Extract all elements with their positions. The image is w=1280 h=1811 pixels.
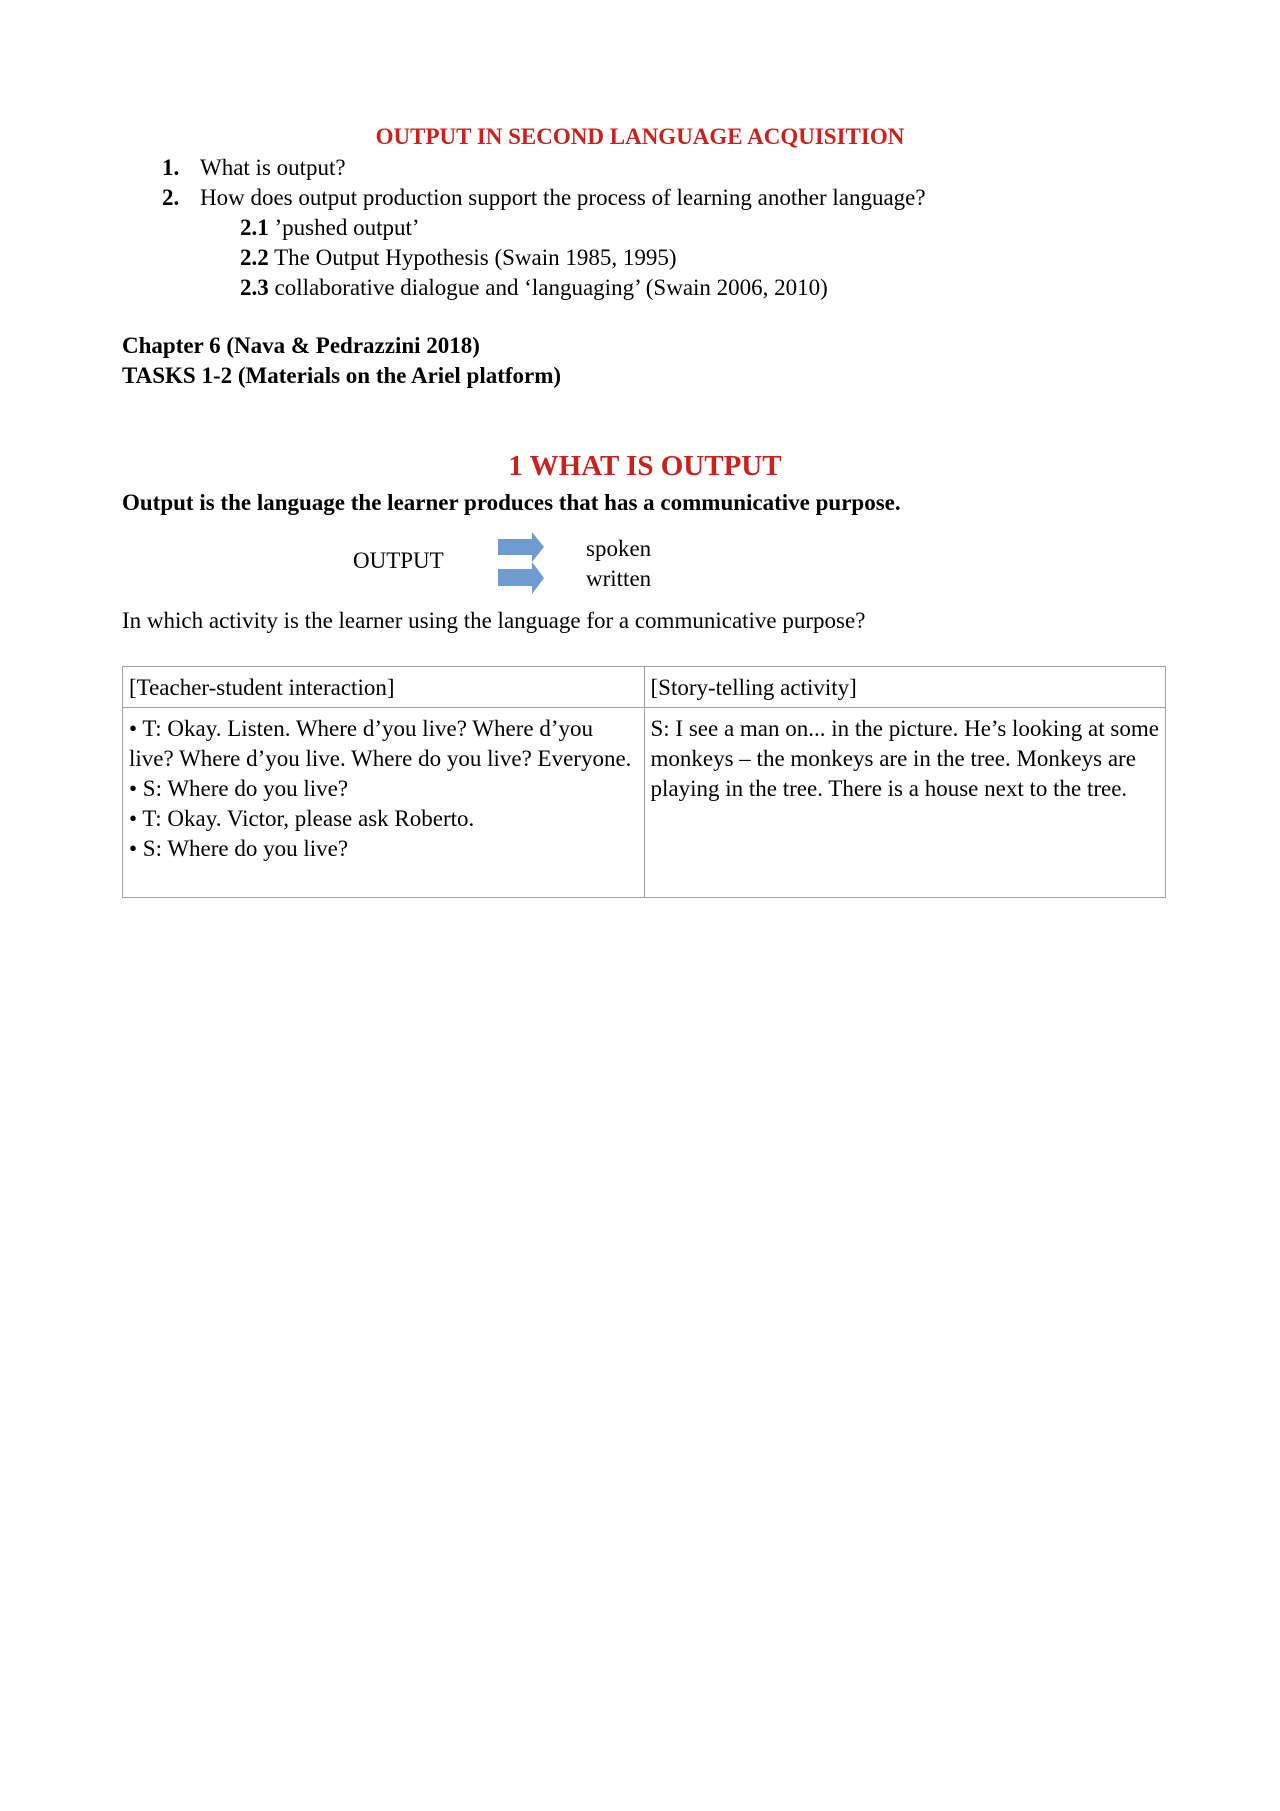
output-definition: Output is the language the learner produces that has a communicative purpose. <box>122 490 901 515</box>
story-telling-cell: S: I see a man on... in the picture. He’s looking at some monkeys – the monkeys are in the tree. Monkeys are playing in the tree. There is a house next to the tree. <box>644 708 1166 898</box>
table-header-row <box>123 667 1166 708</box>
tasks-reference: TASKS 1-2 (Materials on the Ariel platform) <box>122 363 562 388</box>
outline-item-2 <box>162 183 926 213</box>
dialogue-line: • S: Where do you live? <box>129 836 349 861</box>
comparison-table <box>122 666 1166 898</box>
subitem-text: collaborative dialogue and ‘languaging’ (Swain 2006, 2010) <box>268 275 828 300</box>
reading-reference: Chapter 6 (Nava & Pedrazzini 2018) <box>122 333 480 358</box>
subitem-text: ’pushed output’ <box>268 215 420 240</box>
subitem-2-1 <box>240 213 420 243</box>
dialogue-line: • S: Where do you live? <box>129 776 349 801</box>
table-header-cell: [Story-telling activity] <box>644 667 1166 708</box>
branch-spoken: spoken <box>586 536 652 561</box>
dialogue-line: • T: Okay. Listen. Where d’you live? Where d’you live? Where d’you live. Where do you live? Everyone. <box>129 716 632 771</box>
document-title: OUTPUT IN SECOND LANGUAGE ACQUISITION <box>375 124 905 149</box>
arrow-icon <box>498 532 546 596</box>
subitem-number: 2.2 <box>240 245 269 270</box>
subitem-number: 2.3 <box>240 275 269 300</box>
subitem-number: 2.1 <box>240 215 269 240</box>
table-header-cell: [Teacher-student interaction] <box>123 667 645 708</box>
subitem-text: The Output Hypothesis (Swain 1985, 1995) <box>268 245 677 270</box>
question-text: In which activity is the learner using the language for a communicative purpose? <box>122 608 866 633</box>
table-row <box>123 708 1166 898</box>
subitem-2-2 <box>240 243 677 273</box>
outline-text: How does output production support the process of learning another language? <box>200 185 926 210</box>
teacher-student-cell <box>123 708 645 898</box>
dialogue-line: • T: Okay. Victor, please ask Roberto. <box>129 806 475 831</box>
diagram-label: OUTPUT <box>353 548 444 573</box>
outline-text: What is output? <box>200 155 346 180</box>
subitem-2-3 <box>240 273 828 303</box>
section-heading: 1 WHAT IS OUTPUT <box>508 450 782 482</box>
outline-number: 1. <box>162 155 180 180</box>
branch-written: written <box>586 566 652 591</box>
outline-number: 2. <box>162 185 180 210</box>
outline-item-1 <box>162 153 346 183</box>
